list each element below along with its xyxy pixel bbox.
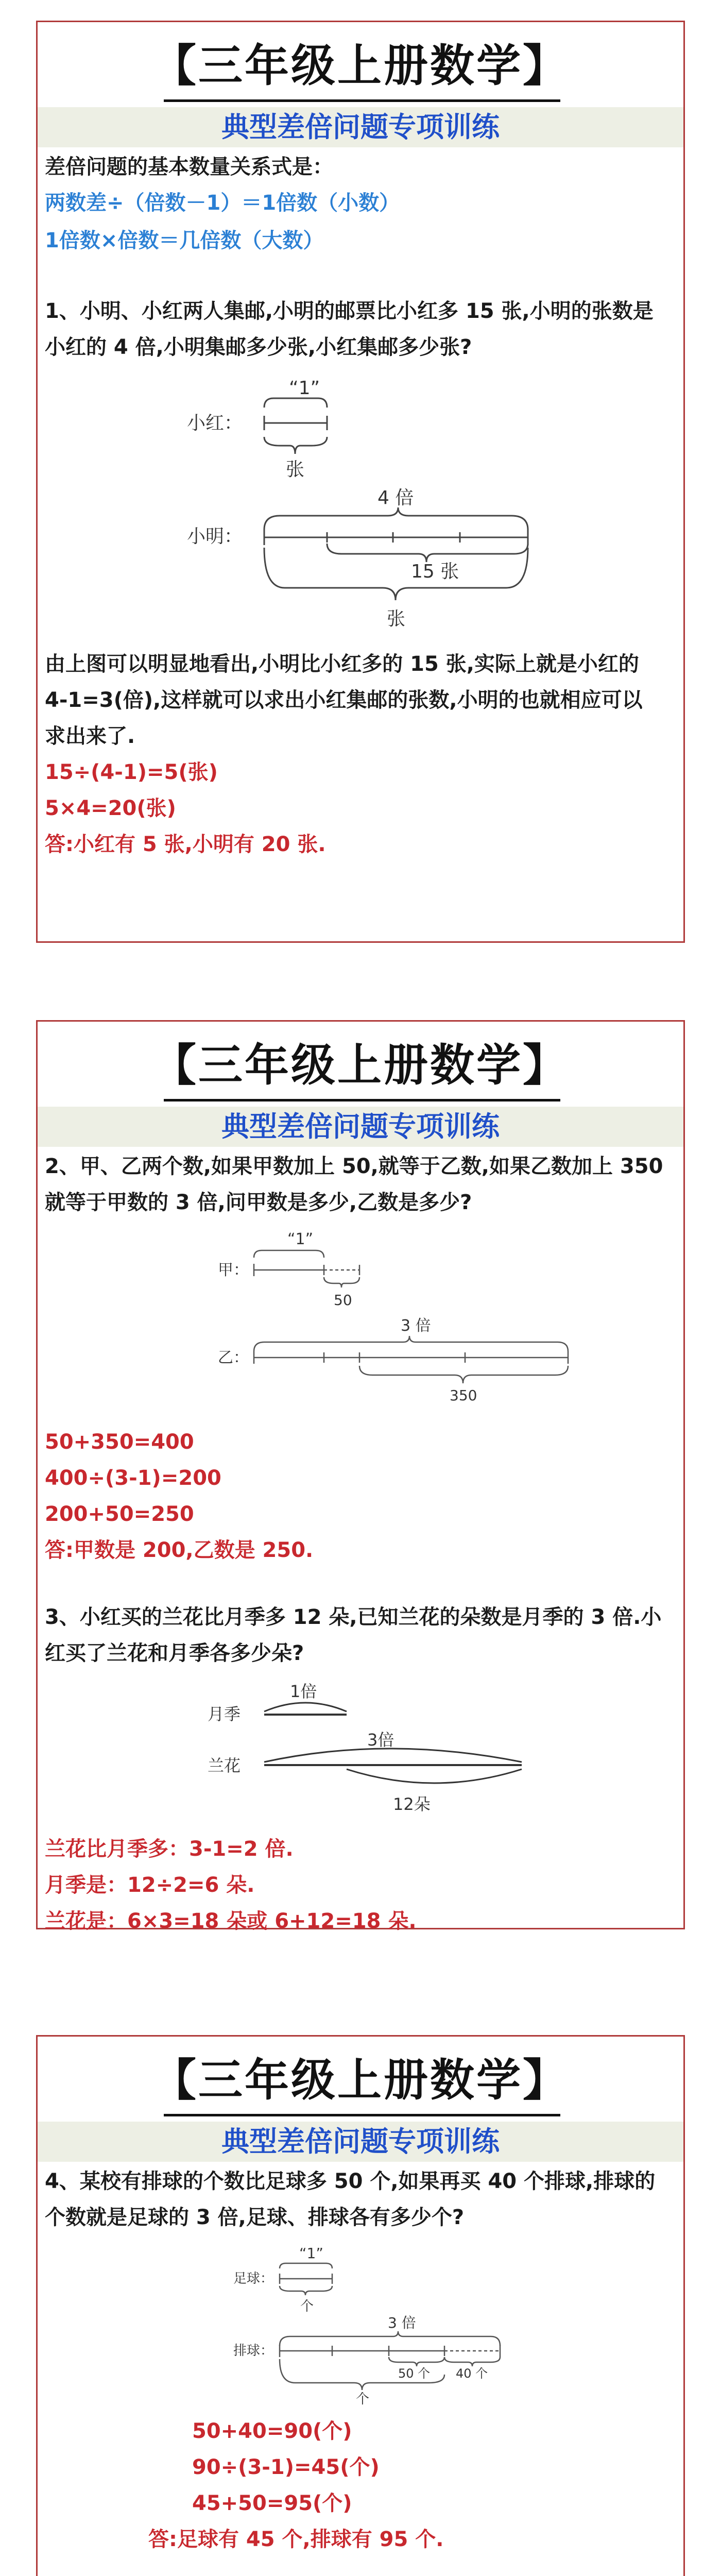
question-4-line-1: 4、某校有排球的个数比足球多 50 个,如果再买 40 个排球,排球的 <box>45 2170 656 2193</box>
label-forty-ge: 40 个 <box>456 2366 488 2381</box>
page-title: 【三年级上册数学】 <box>152 1040 569 1091</box>
solution-2-step-2: 400÷(3-1)=200 <box>45 1466 221 1490</box>
label-three-times-3: 3倍 <box>367 1730 394 1750</box>
label-350: 350 <box>450 1387 477 1404</box>
label-three-times-4: 3 倍 <box>388 2314 416 2331</box>
label-yi: 乙： <box>218 1349 249 1367</box>
question-2-line-1: 2、甲、乙两个数,如果甲数加上 50,就等于乙数,如果乙数加上 350 <box>45 1155 663 1178</box>
solution-2-step-3: 200+50=250 <box>45 1502 194 1526</box>
diagram-3 <box>38 1679 686 1833</box>
label-one: “1” <box>289 378 320 399</box>
label-one-times-3: 1倍 <box>290 1682 317 1701</box>
label-xiaohong: 小红： <box>187 413 243 434</box>
question-1-line-2: 小红的 4 倍,小明集邮多少张,小红集邮多少张? <box>45 335 472 359</box>
label-zhang-1: 张 <box>286 459 305 480</box>
question-2-line-2: 就等于甲数的 3 倍,问甲数是多少,乙数是多少? <box>45 1191 472 1214</box>
diagram-4 <box>38 2243 686 2408</box>
solution-1-step-1: 15÷(4-1)=5(张) <box>45 760 218 784</box>
card-2 <box>36 1020 685 1933</box>
subtitle: 典型差倍问题专项训练 <box>221 111 500 143</box>
page-title: 【三年级上册数学】 <box>152 2055 569 2106</box>
label-twelve: 12朵 <box>393 1794 431 1814</box>
card-header <box>38 1022 683 1150</box>
label-jia: 甲： <box>218 1261 249 1279</box>
page-title: 【三年级上册数学】 <box>152 40 569 92</box>
card-3 <box>36 2035 685 2576</box>
explanation-line-1: 由上图可以明显地看出,小明比小红多的 15 张,实际上就是小红的 <box>45 652 639 676</box>
explanation-line-3: 求出来了. <box>45 724 135 748</box>
brace-top-4 <box>264 507 528 530</box>
label-yueji: 月季 <box>208 1704 241 1724</box>
label-paiqiu: 排球： <box>233 2343 274 2359</box>
solution-1-step-2: 5×4=20(张) <box>45 796 176 820</box>
label-fifty: 50 <box>334 1292 352 1309</box>
label-zuqiu: 足球： <box>233 2271 274 2286</box>
question-1-line-1: 1、小明、小红两人集邮,小明的邮票比小红多 15 张,小明的张数是 <box>45 299 654 323</box>
subtitle: 典型差倍问题专项训练 <box>221 1110 500 1143</box>
subtitle: 典型差倍问题专项训练 <box>221 2125 500 2158</box>
label-ge-1: 个 <box>300 2299 314 2314</box>
brace-top-1 <box>264 398 327 408</box>
title-underline <box>164 99 560 102</box>
label-lanhua: 兰花 <box>208 1756 241 1775</box>
label-zhang-2: 张 <box>387 608 406 630</box>
title-underline <box>164 2114 560 2116</box>
explanation-line-2: 4-1=3(倍),这样就可以求出小红集邮的张数,小明的也就相应可以 <box>45 688 643 712</box>
question-3-line-2: 红买了兰花和月季各多少朵? <box>45 1641 304 1665</box>
label-three-times-2: 3 倍 <box>401 1317 431 1335</box>
formula-2: 1倍数×倍数＝几倍数（大数） <box>45 229 324 252</box>
card-header <box>38 22 683 151</box>
label-four-times: 4 倍 <box>377 487 414 509</box>
card-1 <box>36 21 685 943</box>
answer-1: 答:小红有 5 张,小明有 20 张. <box>45 833 326 856</box>
label-xiaoming: 小明： <box>187 526 243 547</box>
diagram-1 <box>38 362 686 661</box>
reasoning-3-step-3: 兰花是：6×3=18 朵或 6+12=18 朵. <box>45 1909 417 1933</box>
question-3-line-1: 3、小红买的兰花比月季多 12 朵,已知兰花的朵数是月季的 3 倍.小 <box>45 1605 662 1629</box>
label-one-4: “1” <box>299 2245 323 2262</box>
intro-text: 差倍问题的基本数量关系式是： <box>45 155 333 179</box>
label-one-2: “1” <box>287 1230 314 1248</box>
answer-4: 答:足球有 45 个,排球有 95 个. <box>148 2528 444 2551</box>
reasoning-3-step-2: 月季是：12÷2=6 朵. <box>45 1873 255 1897</box>
question-4-line-2: 个数就是足球的 3 倍,足球、排球各有多少个? <box>45 2206 465 2229</box>
brace-bottom-1 <box>264 437 327 454</box>
label-ge-2: 个 <box>356 2392 370 2407</box>
solution-4-step-3: 45+50=95(个) <box>192 2492 352 2515</box>
solution-4-step-2: 90÷(3-1)=45(个) <box>192 2455 380 2479</box>
diagram-2 <box>38 1228 686 1429</box>
answer-2: 答:甲数是 200,乙数是 250. <box>45 1538 314 1562</box>
label-fifteen: 15 张 <box>411 561 459 582</box>
brace-15 <box>327 544 528 562</box>
card-header <box>38 2037 683 2165</box>
solution-2-step-1: 50+350=400 <box>45 1430 194 1454</box>
brace-bottom-4 <box>264 548 528 600</box>
solution-4-step-1: 50+40=90(个) <box>192 2419 352 2443</box>
formula-1: 两数差÷（倍数－1）＝1倍数（小数） <box>45 191 400 215</box>
title-underline <box>164 1099 560 1101</box>
reasoning-3-step-1: 兰花比月季多：3-1=2 倍. <box>45 1837 294 1861</box>
label-fifty-ge: 50 个 <box>398 2366 431 2381</box>
